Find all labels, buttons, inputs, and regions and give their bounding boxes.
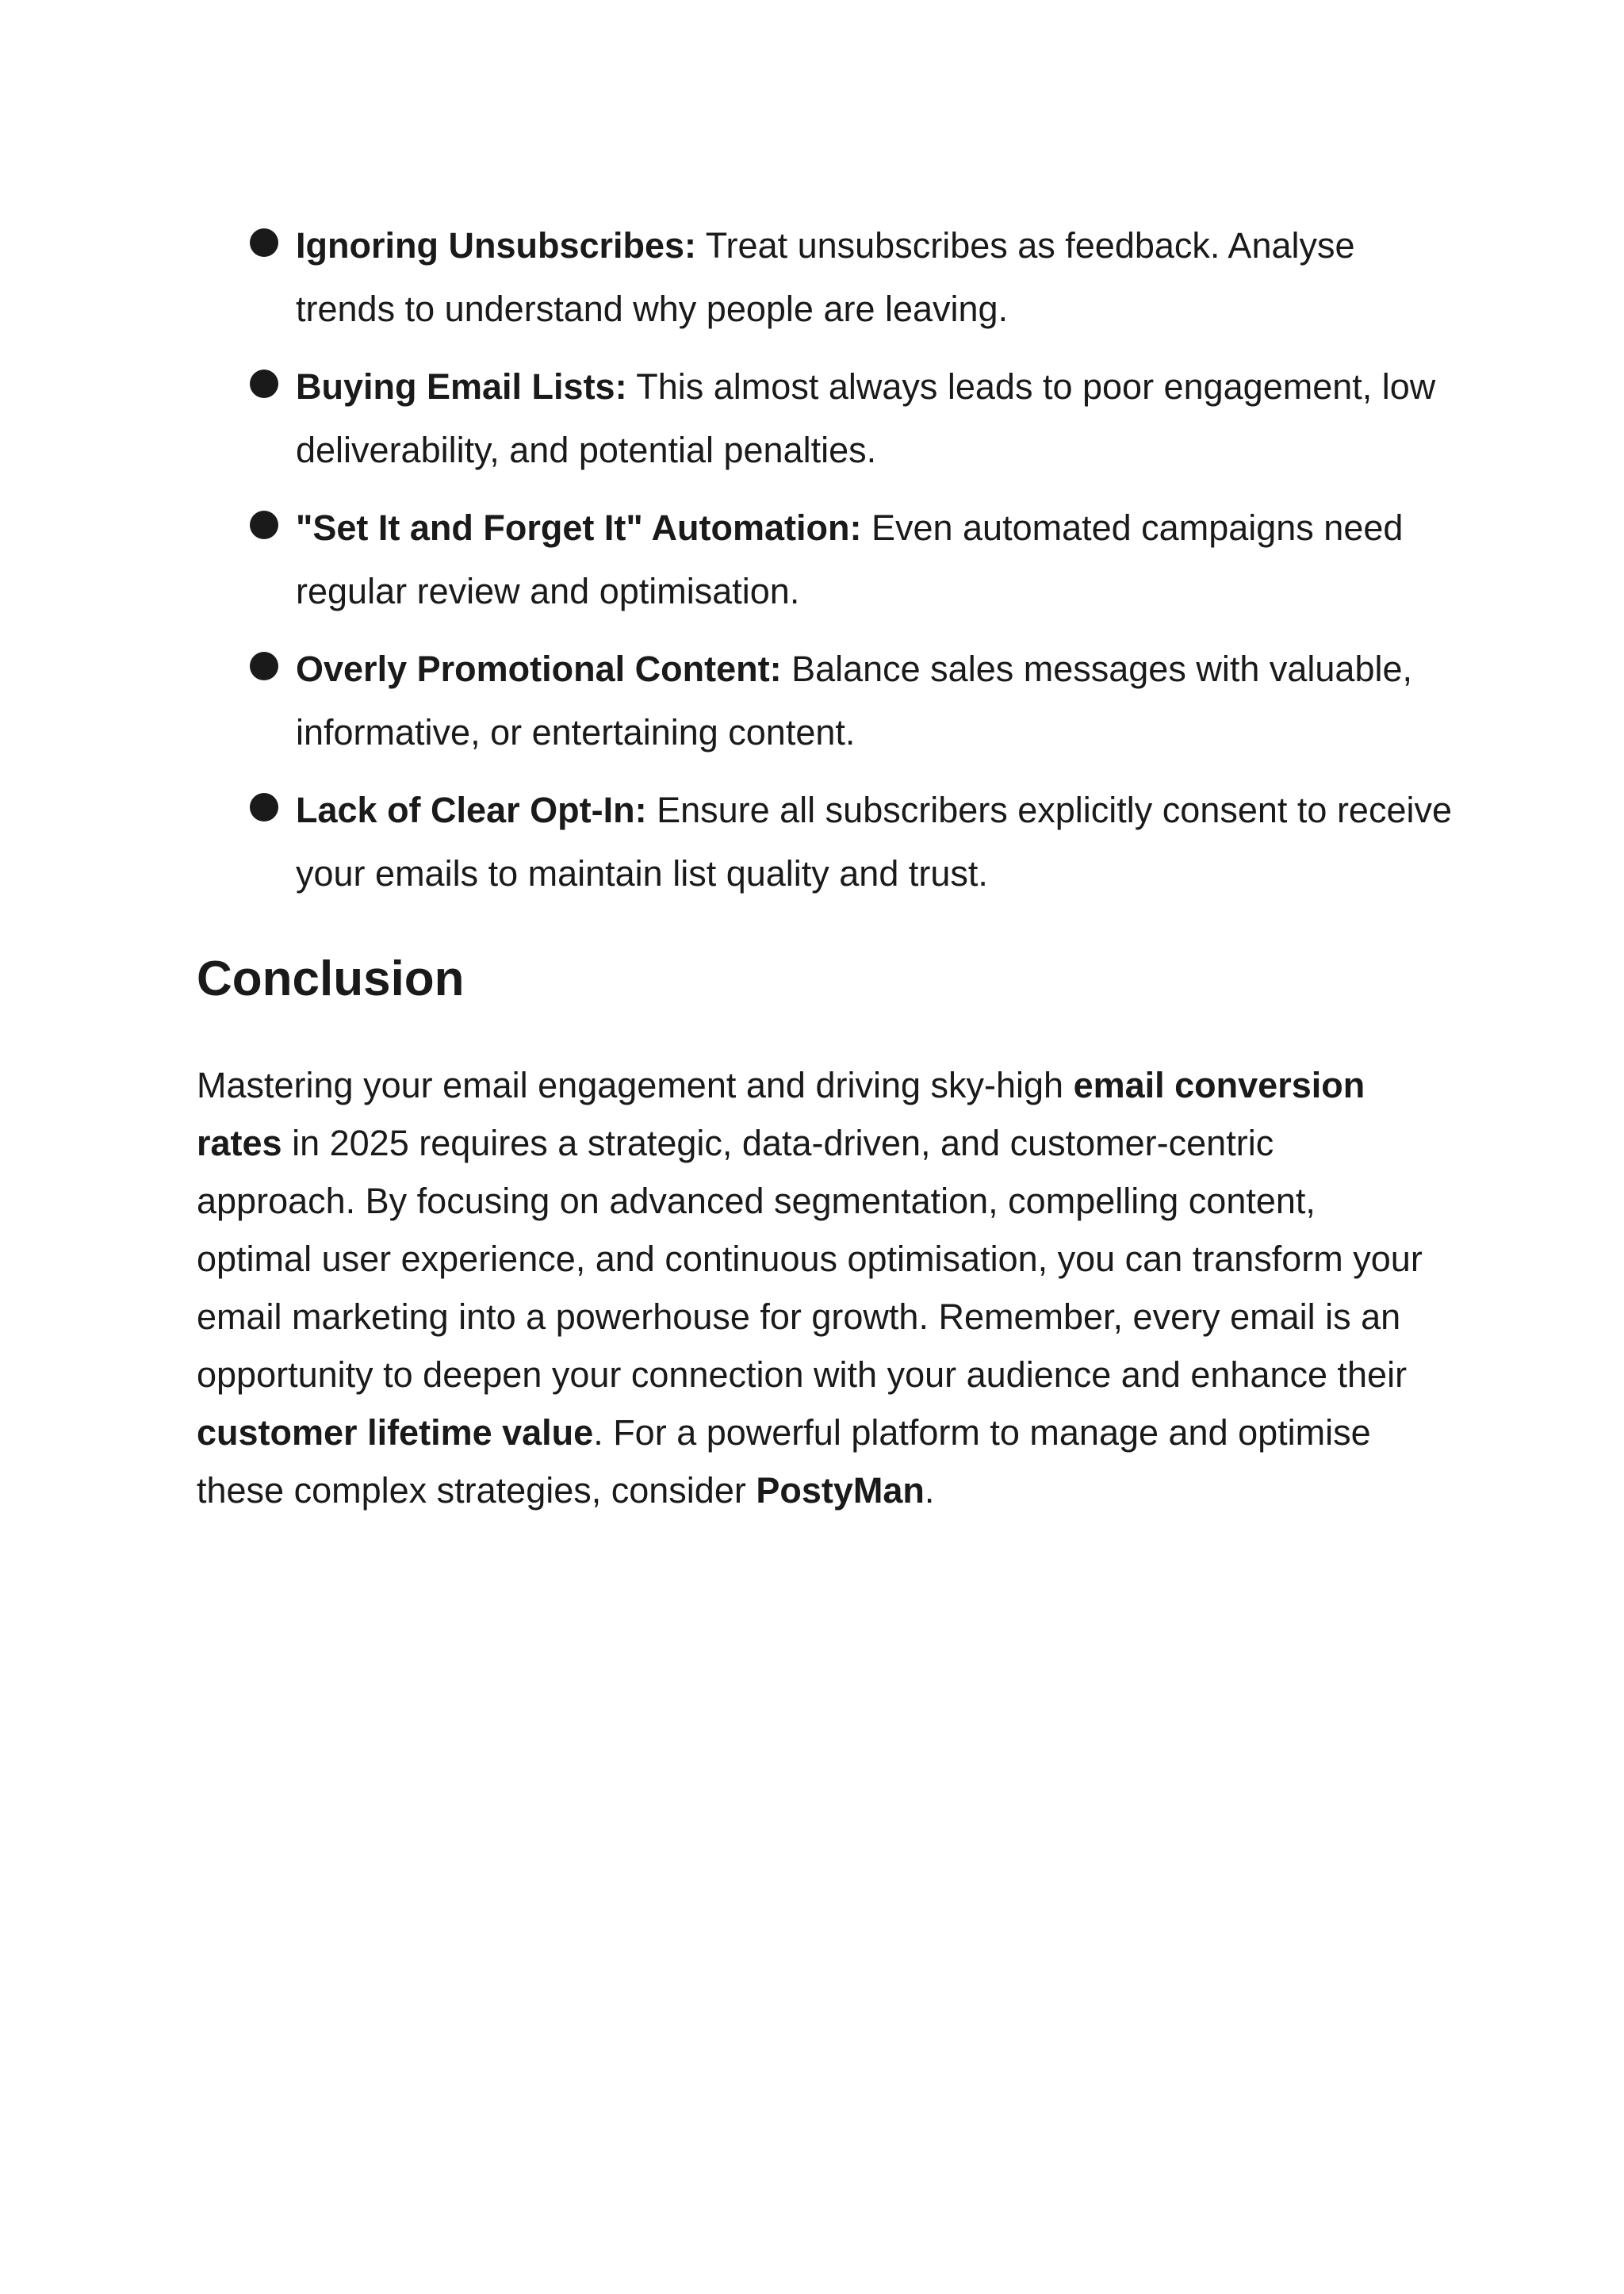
- list-item-text: Ensure all subscribers explicitly consent to receive your emails to maintain list quality and trust.: [296, 790, 1453, 894]
- list-item-term: Ignoring Unsubscribes:: [296, 225, 697, 266]
- list-item: [250, 355, 1455, 482]
- emphasis-text: customer lifetime value: [197, 1412, 594, 1453]
- paragraph-text: in 2025 requires a strategic, data-driven, and customer-centric approach. By focusing on advanced segmentation, compelling content, optimal user experience, and continuous optimisation, you can transform your email marketing into a powerhouse for growth. Remember, every email is an opportunity to deepen your connection with your audience and enhance their: [197, 1123, 1423, 1395]
- list-item-term: Lack of Clear Opt-In:: [296, 790, 647, 830]
- paragraph-text: .: [924, 1470, 935, 1511]
- list-item: [250, 496, 1455, 623]
- list-item-text: Even automated campaigns need regular review and optimisation.: [296, 507, 1404, 611]
- list-item: [250, 214, 1455, 341]
- list-item-text: This almost always leads to poor engagement, low deliverability, and potential penalties.: [296, 366, 1436, 470]
- conclusion-heading: Conclusion: [197, 952, 465, 1006]
- paragraph-text: Mastering your email engagement and driving sky-high: [197, 1065, 1074, 1105]
- list-item-term: Overly Promotional Content:: [296, 649, 782, 689]
- list-item: [250, 779, 1455, 906]
- paragraph-text: . For a powerful platform to manage and optimise these complex strategies, consider: [197, 1412, 1371, 1511]
- bullet-icon: [250, 793, 278, 821]
- pitfalls-list: [250, 214, 1455, 920]
- bullet-icon: [250, 228, 278, 257]
- list-item-term: Buying Email Lists:: [296, 366, 627, 407]
- list-item-text: Balance sales messages with valuable, informative, or entertaining content.: [296, 649, 1412, 753]
- bullet-icon: [250, 652, 278, 680]
- list-item-term: "Set It and Forget It" Automation:: [296, 507, 862, 548]
- bullet-icon: [250, 511, 278, 539]
- list-item: [250, 638, 1455, 764]
- bullet-icon: [250, 370, 278, 398]
- list-item-text: Treat unsubscribes as feedback. Analyse trends to understand why people are leaving.: [296, 225, 1355, 329]
- brand-name: PostyMan: [756, 1470, 925, 1511]
- conclusion-paragraph: [197, 1056, 1434, 1519]
- emphasis-text: email conversion rates: [197, 1065, 1365, 1163]
